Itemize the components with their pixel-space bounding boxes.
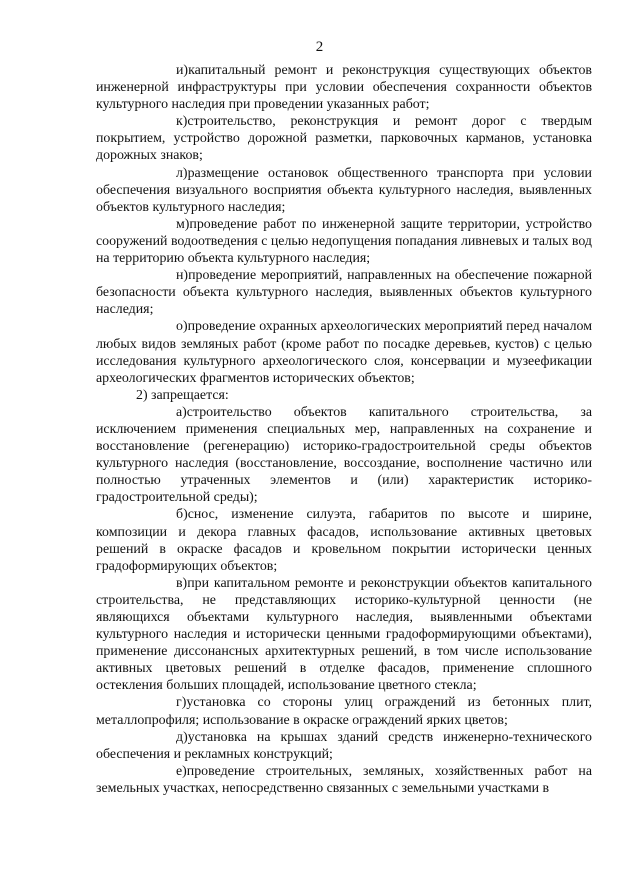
list-marker: е) <box>176 763 187 779</box>
list-item-text: проведение мероприятий, направленных на обеспечение пожарной безопасности объекта культурного наследия, выявленных объектов культурного наследия; <box>96 268 592 318</box>
list-item-text: установка на крышах зданий средств инженерно-технического обеспечения и рекламных конструкций; <box>96 729 592 762</box>
list-marker: о) <box>176 319 188 335</box>
list-marker: г) <box>176 695 187 711</box>
list-marker: в) <box>176 575 188 591</box>
list-item-text: проведение охранных археологических мероприятий перед началом любых видов земляных работ (кроме работ по посадке деревьев, кустов) с целью исследования культурного археологического слоя, консервации и музеефикации археологических фрагментов исторических объектов; <box>96 319 592 386</box>
list-item-o <box>96 318 592 386</box>
list-marker: и) <box>176 63 189 78</box>
list-item-text: капитальный ремонт и реконструкция существующих объектов инженерной инфраструктуры при условии обеспечения сохранности объектов культурного наследия при проведении указанных работ; <box>96 63 592 113</box>
list-item-n <box>96 267 592 318</box>
section-heading-prohibited <box>96 387 592 404</box>
list-marker: к) <box>176 114 188 130</box>
page-number: 2 <box>315 39 324 55</box>
list-item-text: строительство объектов капитального строительства, за исключением применения специальных мер, направленных на сохранение и восстановление (регенерацию) историко-градостроительной среды объектов культурного наследия (восстановление, воссоздание, восполнение частично или полностью утраченных элементов и (или) характеристик историко-градостроительной среды); <box>96 404 592 506</box>
list-item-m <box>96 216 592 267</box>
list-item-text: установка со стороны улиц ограждений из бетонных плит, металлопрофиля; использование в окраске ограждений ярких цветов; <box>96 695 592 728</box>
list-item-k <box>96 113 592 164</box>
list-item-b <box>96 506 592 574</box>
list-marker: н) <box>176 268 189 284</box>
list-item-d <box>96 729 592 763</box>
section-heading-text: 2) запрещается: <box>136 387 229 403</box>
list-item-text: проведение строительных, земляных, хозяйственных работ на земельных участках, непосредственно связанных с земельными участками в <box>96 763 592 796</box>
list-item-l <box>96 165 592 216</box>
document-body <box>96 62 592 797</box>
list-item-i <box>96 62 592 113</box>
list-item-text: снос, изменение силуэта, габаритов по высоте и ширине, композиции и декора главных фасадов, использование активных цветовых решений в окраске фасадов и кровельном покрытии исторически ценных градоформирующих объектов; <box>96 507 592 574</box>
list-item-text: строительство, реконструкция и ремонт дорог с твердым покрытием, устройство дорожной разметки, парковочных карманов, установка дорожных знаков; <box>96 114 592 164</box>
list-item-v <box>96 575 592 695</box>
list-item-text: при капитальном ремонте и реконструкции объектов капитального строительства, не представляющих историко-культурной ценности (не являющихся объектами культурного наследия, выявленными объектами культурного наследия и исторически ценными градоформирующими объектами), применение диссонансных архитектурных решений, в том числе использование активных цветовых решений в отделке фасадов, применение сплошного остекления больших площадей, использование цветного стекла; <box>96 575 592 694</box>
list-marker: д) <box>176 729 188 745</box>
list-item-e <box>96 763 592 797</box>
list-item-g <box>96 694 592 728</box>
list-marker: б) <box>176 507 188 523</box>
list-marker: л) <box>176 165 188 181</box>
list-marker: а) <box>176 404 187 420</box>
list-item-text: размещение остановок общественного транспорта при условии обеспечения визуального восприятия объекта культурного наследия, выявленных объектов культурного наследия; <box>96 165 592 215</box>
list-marker: м) <box>176 216 190 232</box>
list-item-a <box>96 404 592 507</box>
list-item-text: проведение работ по инженерной защите территории, устройство сооружений водоотведения с целью недопущения попадания ливневых и талых вод на территорию объекта культурного наследия; <box>96 216 592 267</box>
